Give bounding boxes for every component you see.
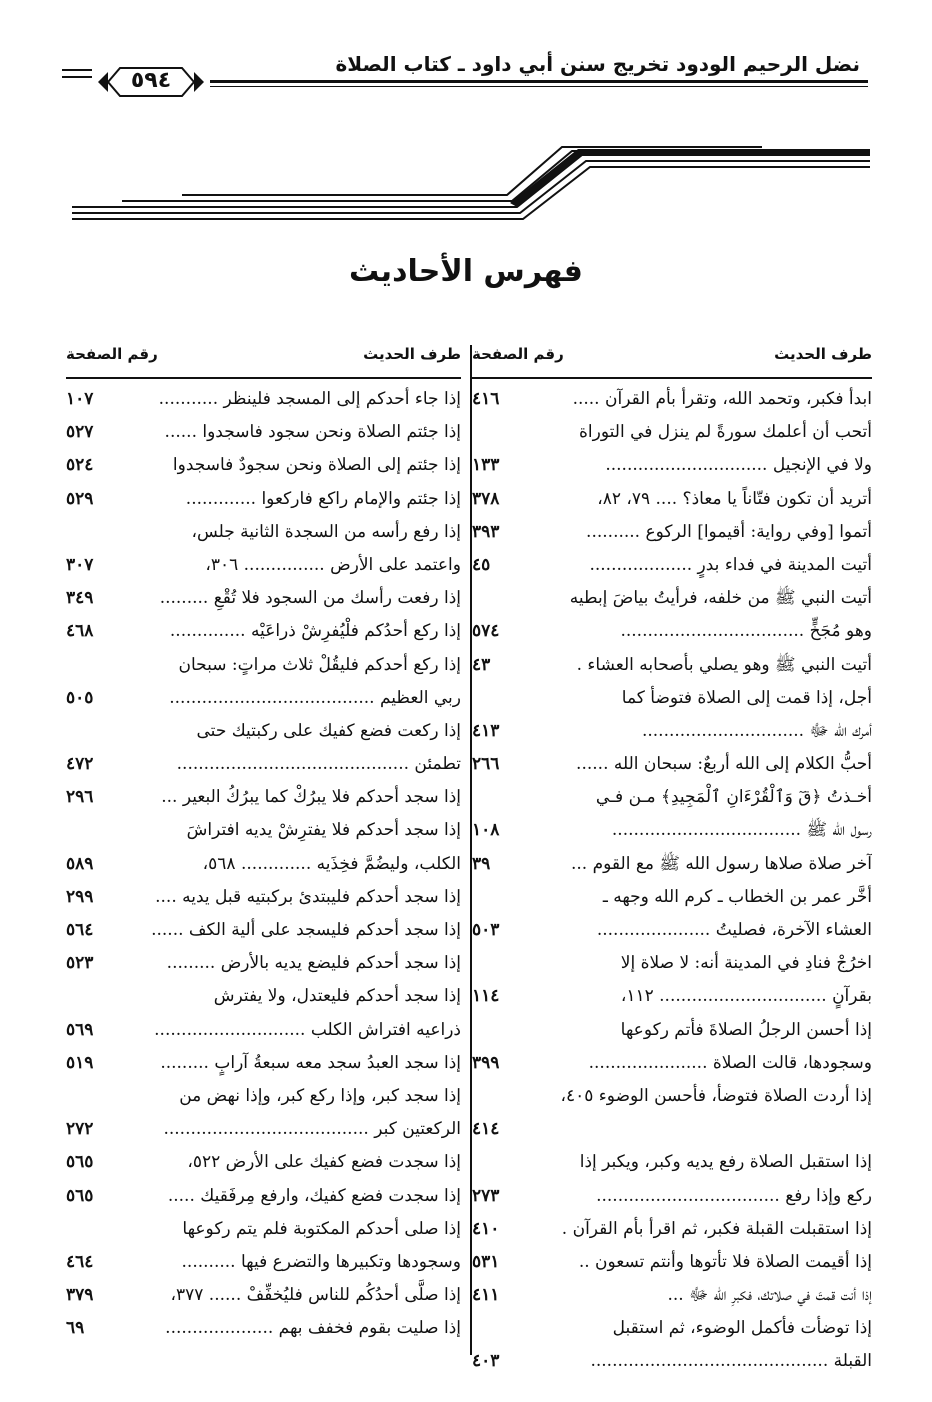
hadith-snippet: أتريد أن تكون فتّاناً يا معاذ؟ .... ٧٩، ٨٢، [597,488,872,509]
index-entry [472,1345,872,1378]
page-reference: ٣٩٣ [472,521,500,542]
hadith-snippet: إذا جئتم إلى الصلاة ونحن سجودٌ فاسجدوا [172,455,461,476]
page-reference: ٤٧٢ [66,754,94,775]
column-header-page: رقم الصفحة [472,345,564,363]
page-reference: ٢٩٦ [66,787,94,808]
index-entry [472,1246,872,1279]
hadith-snippet: أتموا [وفي رواية: أقيموا] الركوع .......... [586,521,872,542]
hadith-snippet: أخَّر عمر بن الخطاب ـ كرم الله وجهه ـ [602,886,872,907]
hadith-snippet: الركعتين كبر ...................................... [163,1119,461,1140]
page-reference: ١٠٧ [66,389,94,409]
hadith-snippet: ركع وإذا رفع .................................. [596,1185,872,1206]
page-reference: ٥٣١ [472,1251,500,1272]
index-entry [66,1113,461,1146]
hadith-snippet: أتيت المدينة في فداء بدرٍ ................... [589,554,872,575]
hadith-snippet: القبلة ............................................ [590,1351,872,1372]
hadith-snippet: إذا توضأت فأكمل الوضوء، ثم استقبل [612,1318,872,1339]
index-entry [472,682,872,715]
hadith-snippet: إذا سجدت فضع كفيك على الأرض ٥٢٢، [187,1152,461,1173]
index-entry [66,449,461,482]
index-entry [472,715,872,748]
page-number-badge [96,62,206,102]
hadith-snippet: أتيت النبي ﷺ وهو يصلي بأصحابه العشاء . [576,654,872,675]
index-entry [66,947,461,980]
hadith-snippet: ربي العظيم ...................................... [169,687,461,708]
index-entry [66,1213,461,1246]
page-reference: ٥٠٣ [472,920,500,940]
index-entry [66,881,461,914]
index-entry [472,781,872,814]
page-reference: ٥٧٤ [472,621,500,642]
index-rows [66,379,461,1345]
page-reference: ٥٦٤ [66,920,94,940]
index-entry [66,682,461,715]
index-entry [66,1180,461,1213]
index-entry [472,914,872,947]
page-reference: ٥٠٥ [66,687,94,708]
index-entry [472,1080,872,1113]
index-entry [472,1047,872,1080]
page-reference: ٢٧٢ [66,1119,94,1140]
hadith-index-column-right [472,345,872,1379]
index-entry [66,1080,461,1113]
page-reference: ١٣٣ [472,455,500,476]
hadith-snippet: إذا سجد كبر، وإذا ركع كبر، وإذا نهض من [179,1085,461,1106]
column-header-hadith: طرف الحديث [774,345,872,363]
index-entry [66,1014,461,1047]
index-entry [66,649,461,682]
page-reference: ٣٩٩ [472,1052,500,1073]
page-reference: ٥٢٤ [66,455,94,476]
page-reference: ٤١٤ [472,1119,500,1140]
index-entry [472,615,872,648]
index-entry [66,383,461,416]
hadith-snippet: بقرآنٍ ............................... ١١٢، [620,986,872,1007]
hadith-snippet: إذا أنت قمتَ في صلاتك، فكبرِ الله ﷻ ... [667,1285,872,1306]
page-title: فهرس الأحاديث [349,254,583,289]
index-entry [472,748,872,781]
hadith-snippet: إذا رفع رأسه من السجدة الثانية جلس، [191,521,461,542]
index-entry [472,947,872,980]
index-entry [472,881,872,914]
page-reference: ٥٢٧ [66,422,94,443]
hadith-snippet: إذا سجد العبدُ سجد معه سبعةُ آرابٍ ......... [160,1052,461,1073]
index-entry [472,383,872,416]
index-entry [66,1047,461,1080]
page-reference: ٢٧٣ [472,1185,500,1206]
page-reference: ٥٦٥ [66,1152,94,1173]
index-entry [472,1312,872,1345]
hadith-snippet: اخرُجْ فنادِ في المدينة أنه: لا صلاة إلا [620,953,872,974]
index-entry [472,1213,872,1246]
hadith-snippet: آخر صلاة صلاها رسول الله ﷺ مع القوم ... [571,853,872,874]
hadith-snippet: إذا جئتم الصلاة ونحن سجود فاسجدوا ...... [164,422,461,443]
header-rule [210,80,868,83]
index-entry [66,781,461,814]
page-reference: ٣٧٩ [66,1285,94,1306]
index-entry [66,848,461,881]
index-entry [66,1279,461,1312]
page-reference: ١١٤ [472,986,500,1007]
index-entry [66,715,461,748]
page-reference: ٤٠٣ [472,1351,500,1372]
page-reference: ٥٦٥ [66,1185,94,1206]
page-reference: ٤٦٨ [66,621,94,642]
hadith-snippet: إذا استقبل الصلاة رفع يديه وكبر، ويكبر إذا [579,1152,872,1173]
hadith-snippet: إذا ركعت فضع كفيك على ركبتيك حتى [196,720,461,741]
index-rows [472,379,872,1379]
hadith-snippet: تطمئن ........................................... [176,754,461,775]
index-entry [66,416,461,449]
hadith-index-column-left [66,345,461,1345]
index-entry [472,848,872,881]
index-entry [66,1246,461,1279]
hadith-snippet: إذا أحسن الرجلُ الصلاةَ فأتم ركوعها [620,1019,872,1040]
page-reference: ٣٩ [472,853,491,874]
hadith-snippet: وسجودها، قالت الصلاة ...................... [588,1052,872,1073]
page-reference: ١٠٨ [472,820,500,841]
index-entry [472,416,872,449]
column-header-hadith: طرف الحديث [363,345,461,363]
index-entry [472,483,872,516]
hadith-snippet: إذا سجد أحدكم فليضع يديه بالأرض ......... [166,953,461,974]
decorative-ornament [62,135,870,225]
index-entry [66,814,461,847]
index-entry [66,615,461,648]
page-reference: ٤٣ [472,654,491,675]
page-reference: ٢٦٦ [472,754,500,775]
hadith-snippet: إذا أقيمت الصلاة فلا تأتوها وأنتم تسعون .. [578,1251,872,1272]
hadith-snippet: ابدأ فكبر، وتحمد الله، وتقرأ بأم القرآن ..... [572,389,872,409]
hadith-snippet: رسول الله ﷺ ................................... [611,820,872,841]
hadith-snippet: إذا صليت بقوم فخفف بهم .................... [165,1318,461,1339]
index-entry [472,814,872,847]
header-rule [62,69,92,71]
index-entry [66,549,461,582]
index-entry [472,1113,872,1146]
index-entry [472,549,872,582]
column-header [472,345,872,379]
index-entry [472,980,872,1013]
hadith-snippet: أخـذتُ ﴿قٓ وَٱلْقُرْءَانِ ٱلْمَجِيدِ﴾ مـن فـي [595,787,872,808]
index-entry [472,1014,872,1047]
page-reference: ٥٢٣ [66,953,94,974]
page-reference: ٣٧٨ [472,488,500,509]
index-entry [66,748,461,781]
page-reference: ٦٩ [66,1318,85,1339]
hadith-snippet: إذا سجد أحدكم فليبتدئ بركبتيه قبل يديه .... [155,886,461,907]
header-rule [210,86,868,87]
index-entry [66,914,461,947]
hadith-snippet: أتيت النبي ﷺ من خلفه، فرأيتُ بياضَ إبطيه [569,588,872,609]
hadith-snippet: واعتمد على الأرض ............... ٣٠٦، [205,554,461,575]
page-reference: ٤٥ [472,554,491,575]
hadith-snippet: وهو مُجَخٍّ .................................. [620,621,872,642]
hadith-snippet: ولا في الإنجيل .............................. [605,455,872,476]
hadith-snippet: أمرك الله ﷻ .............................. [641,720,872,741]
index-entry [66,483,461,516]
header-rule [62,76,92,78]
index-entry [66,1312,461,1345]
index-entry [472,1146,872,1179]
column-header [66,345,461,379]
page-reference: ٥٦٩ [66,1019,94,1040]
page-reference: ٤١١ [472,1285,500,1306]
hadith-snippet: إذا صلى أحدكم المكتوبة فلم يتم ركوعها [182,1218,461,1239]
page-reference: ٤١٣ [472,720,500,741]
page-reference: ٣٤٩ [66,588,94,609]
column-header-page: رقم الصفحة [66,345,158,363]
page-reference: ٥٨٩ [66,853,94,874]
page-number: ٥٩٤ [130,68,172,93]
page-reference: ٤١٦ [472,389,500,409]
page-reference: ٥٢٩ [66,488,94,509]
index-entry [66,582,461,615]
hadith-snippet: وسجودها وتكبيرها والتضرع فيها .......... [181,1251,461,1272]
hadith-snippet: أحبُّ الكلام إلى الله أربعٌ: سبحان الله ...... [576,754,872,775]
hadith-snippet: إذا سجد أحدكم فليعتدل، ولا يفترش [213,986,461,1007]
hadith-snippet: إذا سجدت فضع كفيك، وارفع مِرفَقيك ..... [167,1185,461,1206]
hadith-snippet: إذا استقبلت القبلة فكبر، ثم اقرأ بأم القرآن . [561,1218,872,1239]
index-entry [66,516,461,549]
hadith-snippet: أجل، إذا قمت إلى الصلاة فتوضأ كما [621,687,872,708]
index-entry [472,449,872,482]
hadith-snippet: العشاء الآخرة، فصليتُ ..................... [596,920,872,940]
hadith-snippet: إذا جاء أحدكم إلى المسجد فلينظر ........... [158,389,461,409]
index-entry [66,1146,461,1179]
hadith-snippet: إذا سجد أحدكم فليسجد على ألية الكف ...... [151,920,461,940]
page-reference: ٤٦٤ [66,1251,94,1272]
hadith-snippet: إذا ركع أحدكم فليقُلْ ثلاث مراتٍ: سبحان [178,654,461,675]
running-header-title: نضل الرحيم الودود تخريج سنن أبي داود ـ كتاب الصلاة [335,52,860,76]
page-reference: ٥١٩ [66,1052,94,1073]
hadith-snippet: إذا رفعت رأسك من السجود فلا تُقْعِ ......... [159,588,461,609]
hadith-snippet: إذا سجد أحدكم فلا يفترِشْ يديه افتراشَ [186,820,461,841]
page-reference: ٣٠٧ [66,554,94,575]
hadith-snippet: الكلب، وليضُمَّ فخِذَيه ............. ٥٦٨، [202,853,461,874]
hadith-snippet: إذا ركع أحدُكم فلْيُفرِشْ ذراعَيْه .............. [169,621,461,642]
hadith-snippet: ذراعيه افتراش الكلب ............................ [154,1019,461,1040]
hadith-snippet: إذا جئتم والإمام راكع فاركعوا ............. [185,488,461,509]
page-reference: ٢٩٩ [66,886,94,907]
hadith-snippet: إذا أردت الصلاة فتوضأ، فأحسن الوضوء ٤٠٥، [560,1085,872,1106]
index-entry [472,516,872,549]
page-reference: ٤١٠ [472,1218,500,1239]
index-entry [66,980,461,1013]
index-entry [472,1279,872,1312]
index-entry [472,1180,872,1213]
index-entry [472,649,872,682]
hadith-snippet: إذا سجد أحدكم فلا يبرُكْ كما يبرُكُ البعير ... [161,787,461,808]
hadith-snippet: أتحب أن أعلمك سورةً لم ينزل في التوراة [579,422,872,443]
index-entry [472,582,872,615]
hadith-snippet: إذا صلَّى أحدُكُم للناس فليُخفِّفْ ...... ٣٧٧، [170,1285,461,1306]
